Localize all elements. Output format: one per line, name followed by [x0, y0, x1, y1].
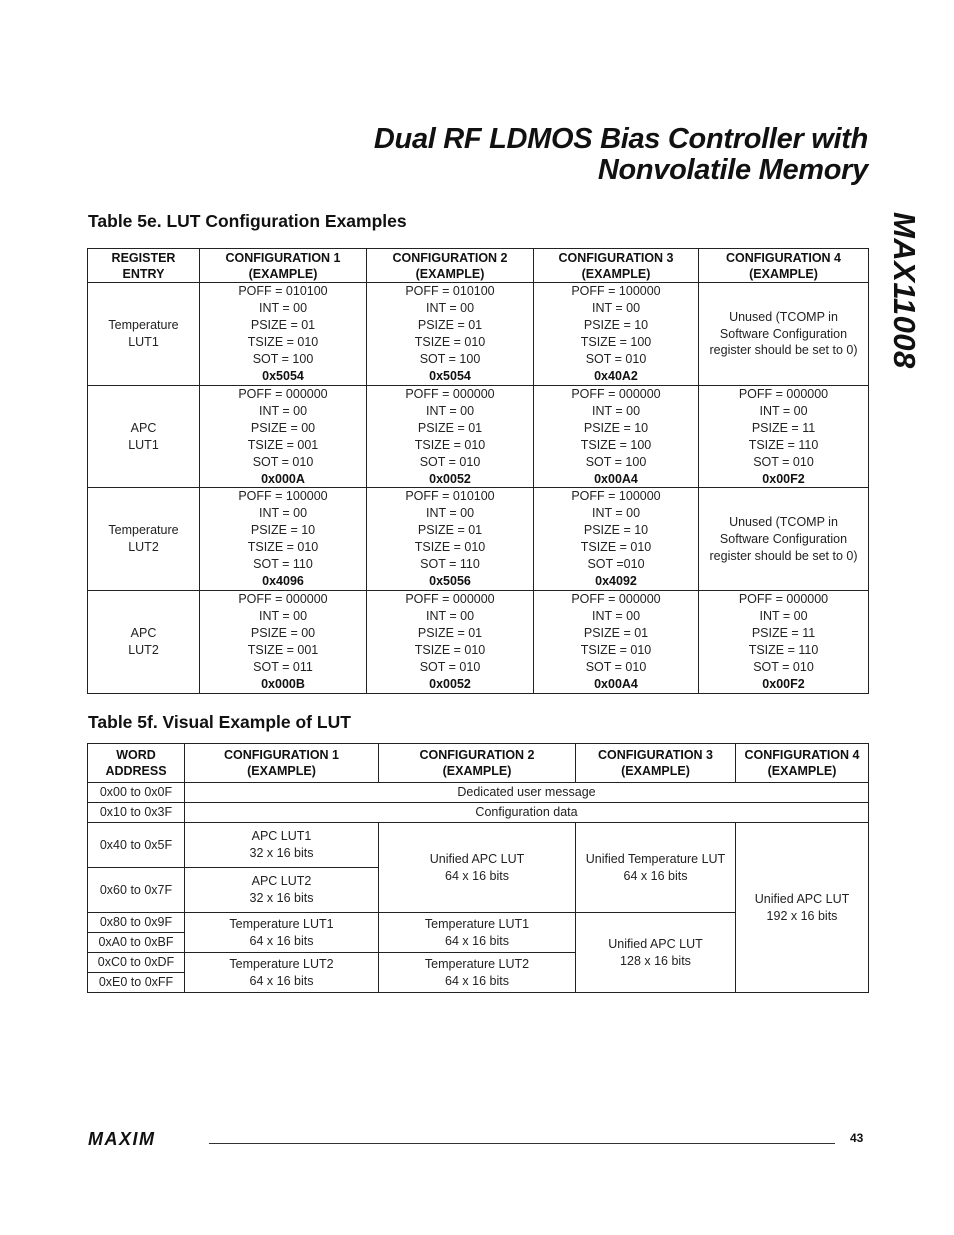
table-5e-caption: Table 5e. LUT Configuration Examples: [88, 211, 407, 231]
configuration-cell: POFF = 000000 INT = 00 PSIZE = 00 TSIZE = 001 SOT = 010 0x000A: [200, 386, 367, 488]
configuration-cell: Unused (TCOMP in Software Configuration register should be set to 0): [699, 488, 869, 590]
configuration-data-cell: Configuration data: [185, 803, 869, 823]
page-title: [374, 124, 868, 186]
maxim-logo: [88, 1131, 200, 1152]
maxim-logo-graphic: [88, 1131, 200, 1147]
register-code: 0x000B: [261, 676, 305, 691]
apc-lut2-cell: APC LUT2 32 x 16 bits: [185, 868, 379, 913]
configuration-cell: POFF = 100000 INT = 00 PSIZE = 10 TSIZE = 100 SOT = 010 0x40A2: [534, 283, 699, 386]
register-code: 0x0052: [429, 471, 471, 486]
configuration-cell: POFF = 000000 INT = 00 PSIZE = 01 TSIZE = 010 SOT = 010 0x00A4: [534, 590, 699, 693]
temperature-lut1-config1-cell: Temperature LUT1 64 x 16 bits: [185, 913, 379, 953]
table-row: [88, 823, 869, 868]
column-header: CONFIGURATION 3 (EXAMPLE): [534, 249, 699, 283]
register-code: 0x00A4: [594, 471, 638, 486]
configuration-cell: POFF = 010100 INT = 00 PSIZE = 01 TSIZE = 010 SOT = 100 0x5054: [200, 283, 367, 386]
register-code: 0x40A2: [594, 368, 638, 383]
register-code: 0x0052: [429, 676, 471, 691]
table-row: [88, 783, 869, 803]
configuration-cell: POFF = 000000 INT = 00 PSIZE = 01 TSIZE = 010 SOT = 010 0x0052: [367, 590, 534, 693]
register-code: 0x000A: [261, 471, 305, 486]
dedicated-user-message-cell: Dedicated user message: [185, 783, 869, 803]
register-code: 0x5054: [429, 368, 471, 383]
table-header-row: [88, 744, 869, 783]
word-address: 0x00 to 0x0F: [88, 783, 185, 803]
register-entry-cell: Temperature LUT1: [88, 283, 200, 386]
unified-apc-lut-192-cell: Unified APC LUT 192 x 16 bits: [736, 823, 869, 993]
table-row: [88, 488, 869, 590]
configuration-cell: Unused (TCOMP in Software Configuration register should be set to 0): [699, 283, 869, 386]
configuration-cell: POFF = 000000 INT = 00 PSIZE = 11 TSIZE = 110 SOT = 010 0x00F2: [699, 386, 869, 488]
word-address: 0x60 to 0x7F: [88, 868, 185, 913]
word-address: 0x10 to 0x3F: [88, 803, 185, 823]
word-address: 0xA0 to 0xBF: [88, 933, 185, 953]
word-address: 0x40 to 0x5F: [88, 823, 185, 868]
register-code: 0x4092: [595, 573, 637, 588]
configuration-cell: POFF = 100000 INT = 00 PSIZE = 10 TSIZE = 010 SOT =010 0x4092: [534, 488, 699, 590]
register-entry-cell: Temperature LUT2: [88, 488, 200, 590]
page-title-line-1: Dual RF LDMOS Bias Controller with: [373, 123, 868, 155]
side-part-number: MAX11008: [887, 212, 922, 369]
table-row: [88, 283, 869, 386]
configuration-cell: POFF = 000000 INT = 00 PSIZE = 01 TSIZE = 010 SOT = 010 0x0052: [367, 386, 534, 488]
page-number: 43: [850, 1131, 864, 1145]
word-address: 0xC0 to 0xDF: [88, 953, 185, 973]
page-title-line-2: Nonvolatile Memory: [597, 154, 868, 186]
column-header: CONFIGURATION 1 (EXAMPLE): [200, 249, 367, 283]
column-header: CONFIGURATION 2 (EXAMPLE): [379, 744, 576, 783]
column-header: CONFIGURATION 4 (EXAMPLE): [699, 249, 869, 283]
column-header: CONFIGURATION 3 (EXAMPLE): [576, 744, 736, 783]
register-entry-cell: APC LUT2: [88, 590, 200, 693]
table-row: [88, 590, 869, 693]
column-header: REGISTER ENTRY: [88, 249, 200, 283]
configuration-cell: POFF = 000000 INT = 00 PSIZE = 10 TSIZE = 100 SOT = 100 0x00A4: [534, 386, 699, 488]
temperature-lut2-config2-cell: Temperature LUT2 64 x 16 bits: [379, 953, 576, 993]
table-row: [88, 386, 869, 488]
temperature-lut1-config2-cell: Temperature LUT1 64 x 16 bits: [379, 913, 576, 953]
lut-visual-table: [87, 743, 869, 993]
register-entry-cell: APC LUT1: [88, 386, 200, 488]
word-address: 0x80 to 0x9F: [88, 913, 185, 933]
apc-lut1-cell: APC LUT1 32 x 16 bits: [185, 823, 379, 868]
column-header: CONFIGURATION 2 (EXAMPLE): [367, 249, 534, 283]
unified-apc-lut-128-cell: Unified APC LUT 128 x 16 bits: [576, 913, 736, 993]
svg-text:MAXIM: MAXIM: [88, 1131, 156, 1147]
unified-temperature-lut-cell: Unified Temperature LUT 64 x 16 bits: [576, 823, 736, 913]
column-header: CONFIGURATION 4 (EXAMPLE): [736, 744, 869, 783]
word-address: 0xE0 to 0xFF: [88, 973, 185, 993]
table-row: [88, 803, 869, 823]
table-header-row: [88, 249, 869, 283]
configuration-cell: POFF = 010100 INT = 00 PSIZE = 01 TSIZE = 010 SOT = 100 0x5054: [367, 283, 534, 386]
register-code: 0x5056: [429, 573, 471, 588]
column-header: CONFIGURATION 1 (EXAMPLE): [185, 744, 379, 783]
register-code: 0x00A4: [594, 676, 638, 691]
register-code: 0x5054: [262, 368, 304, 383]
configuration-cell: POFF = 010100 INT = 00 PSIZE = 01 TSIZE = 010 SOT = 110 0x5056: [367, 488, 534, 590]
unified-apc-lut-64-cell: Unified APC LUT 64 x 16 bits: [379, 823, 576, 913]
column-header: WORD ADDRESS: [88, 744, 185, 783]
configuration-cell: POFF = 000000 INT = 00 PSIZE = 00 TSIZE = 001 SOT = 011 0x000B: [200, 590, 367, 693]
temperature-lut2-config1-cell: Temperature LUT2 64 x 16 bits: [185, 953, 379, 993]
register-code: 0x00F2: [762, 676, 805, 691]
register-code: 0x00F2: [762, 471, 805, 486]
configuration-cell: POFF = 000000 INT = 00 PSIZE = 11 TSIZE = 110 SOT = 010 0x00F2: [699, 590, 869, 693]
register-code: 0x4096: [262, 573, 304, 588]
lut-configuration-table: [87, 248, 869, 694]
configuration-cell: POFF = 100000 INT = 00 PSIZE = 10 TSIZE = 010 SOT = 110 0x4096: [200, 488, 367, 590]
table-5f-caption: Table 5f. Visual Example of LUT: [88, 712, 351, 732]
footer-rule: [209, 1143, 835, 1144]
